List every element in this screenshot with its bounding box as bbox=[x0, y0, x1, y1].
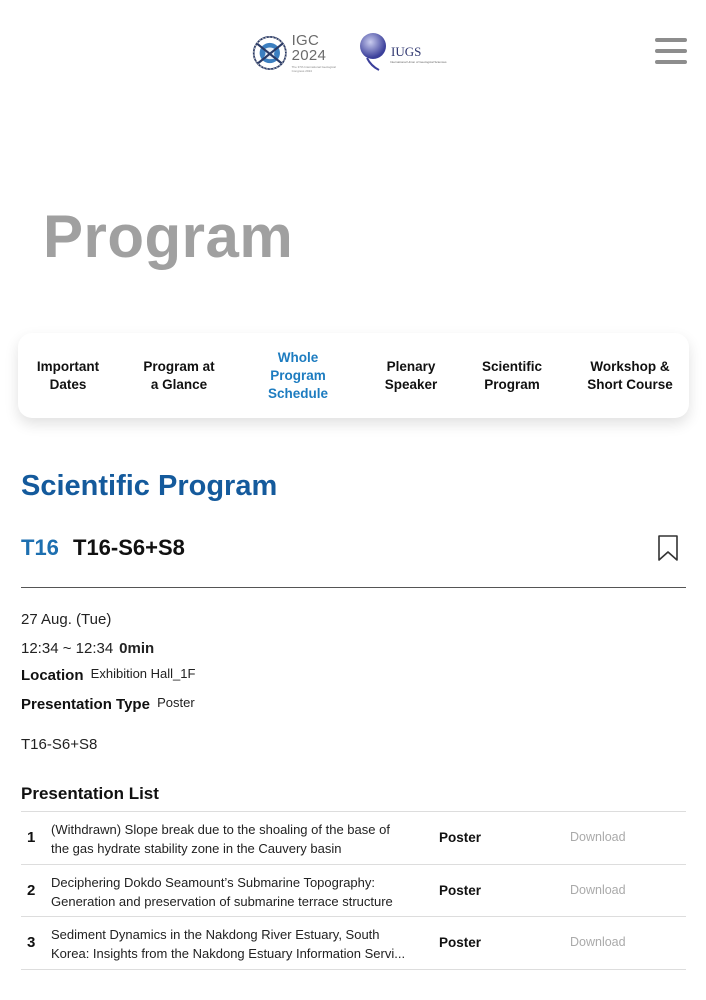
location-label: Location bbox=[21, 667, 84, 684]
tab-important-dates[interactable]: Important Dates bbox=[36, 358, 100, 392]
presentation-list bbox=[21, 811, 686, 970]
presentation-type: Poster bbox=[439, 882, 482, 898]
igc-globe-icon bbox=[252, 32, 288, 74]
session-topic-code: T16 bbox=[21, 535, 59, 560]
igc-logo-title: IGC 2024 bbox=[291, 32, 327, 64]
page-title: Program bbox=[43, 203, 294, 270]
presentation-number: 1 bbox=[27, 829, 36, 846]
session-date: 27 Aug. (Tue) bbox=[21, 611, 112, 628]
igc-logo-subtitle: The 37th International Geological Congress 2024 bbox=[291, 65, 336, 73]
bookmark-icon[interactable] bbox=[656, 534, 680, 562]
presentation-row[interactable] bbox=[21, 812, 686, 865]
iugs-logo-subtitle: International Union of Geological Sciences bbox=[390, 60, 447, 64]
presentation-type: Poster bbox=[439, 935, 482, 950]
session-time-range: 12:34 ~ 12:34 bbox=[21, 640, 114, 657]
location-value: Exhibition Hall_1F bbox=[90, 666, 196, 681]
session-location bbox=[21, 667, 195, 684]
tab-scientific-program[interactable]: Scientific Program bbox=[481, 358, 543, 392]
session-description: T16-S6+S8 bbox=[21, 736, 98, 753]
presentation-type: Poster bbox=[439, 830, 482, 845]
presentation-list-title: Presentation List bbox=[21, 784, 159, 803]
iugs-logo-title: IUGS bbox=[391, 44, 422, 59]
iugs-orb-icon bbox=[359, 32, 389, 72]
download-link[interactable]: Download bbox=[570, 882, 626, 897]
hamburger-menu-icon[interactable] bbox=[655, 38, 689, 68]
download-link[interactable]: Download bbox=[570, 935, 626, 949]
tab-workshop-short-course[interactable]: Workshop & Short Course bbox=[587, 358, 673, 392]
presentation-title[interactable]: (Withdrawn) Slope break due to the shoaling of the base of the gas hydrate stability zone in the Cauvery basin bbox=[51, 822, 390, 856]
presentation-row[interactable] bbox=[21, 865, 686, 918]
session-time bbox=[21, 640, 154, 657]
site-header bbox=[0, 0, 706, 100]
presentation-type-value: Poster bbox=[157, 695, 195, 710]
iugs-logo[interactable] bbox=[359, 31, 455, 73]
session-presentation-type bbox=[21, 696, 195, 713]
presentation-number: 3 bbox=[27, 934, 36, 951]
presentation-title[interactable]: Deciphering Dokdo Seamount’s Submarine Topography: Generation and preservation of submarine terrace structure bbox=[51, 874, 393, 909]
section-title: Scientific Program bbox=[21, 470, 278, 502]
presentation-title[interactable]: Sediment Dynamics in the Nakdong River Estuary, South Korea: Insights from the Nakdong Estuary Information Servi... bbox=[51, 927, 406, 961]
presentation-row[interactable] bbox=[21, 917, 686, 970]
igc-2024-logo[interactable] bbox=[252, 31, 348, 75]
tab-program-at-a-glance[interactable]: Program at a Glance bbox=[143, 358, 215, 392]
tab-plenary-speaker[interactable]: Plenary Speaker bbox=[384, 358, 438, 392]
tab-whole-program-schedule[interactable]: Whole Program Schedule bbox=[267, 349, 329, 401]
session-name: T16-S6+S8 bbox=[73, 535, 185, 560]
session-duration: 0min bbox=[119, 640, 155, 657]
program-tabs bbox=[18, 333, 689, 418]
divider bbox=[21, 587, 686, 588]
download-link[interactable]: Download bbox=[570, 830, 626, 844]
presentation-number: 2 bbox=[27, 881, 36, 899]
presentation-type-label: Presentation Type bbox=[21, 696, 150, 713]
